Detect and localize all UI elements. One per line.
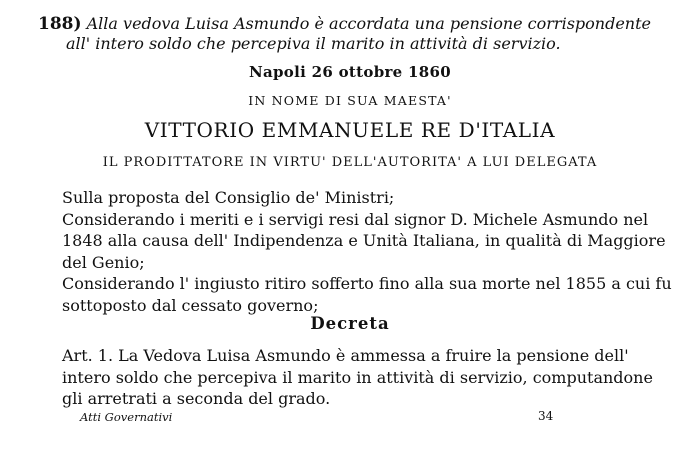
consideration-paragraph: Considerando l' ingiusto ritiro sofferto fino alla sua morte nel 1855 a cui fu sottoposto dal cessato governo; — [62, 274, 672, 315]
page-number: 34 — [538, 409, 554, 423]
footer-source: Atti Governativi — [80, 410, 173, 424]
decreta-heading: Decreta — [310, 314, 390, 333]
king-title: VITTORIO EMMANUELE RE D'ITALIA — [144, 118, 556, 142]
decree-summary-line1: Alla vedova Luisa Asmundo è accordata una pensione corrispondente — [86, 14, 651, 33]
consideration-paragraph: Considerando i meriti e i servigi resi dal signor D. Michele Asmundo nel 1848 alla causa dell' Indipendenza e Unità Italiana, in qualità di Maggiore del Genio; — [62, 209, 666, 272]
considerations-block — [62, 187, 672, 316]
decree-heading — [38, 14, 678, 54]
consideration-paragraph: Sulla proposta del Consiglio de' Ministri; — [62, 188, 395, 207]
decree-number: 188) — [38, 14, 82, 34]
decree-date: Napoli 26 ottobre 1860 — [248, 63, 451, 81]
decree-summary-line2: all' intero soldo che percepiva il marito in attività di servizio. — [66, 34, 561, 53]
article-1: Art. 1. La Vedova Luisa Asmundo è ammessa a fruire la pensione dell' intero soldo che percepiva il marito in attività di servizio, computandone gli arretrati a seconda del grado. — [62, 346, 653, 408]
prodictator-line: IL PRODITTATORE IN VIRTU' DELL'AUTORITA' A LUI DELEGATA — [102, 155, 598, 170]
article-block — [62, 345, 672, 410]
in-name-line: IN NOME DI SUA MAESTA' — [248, 93, 452, 108]
